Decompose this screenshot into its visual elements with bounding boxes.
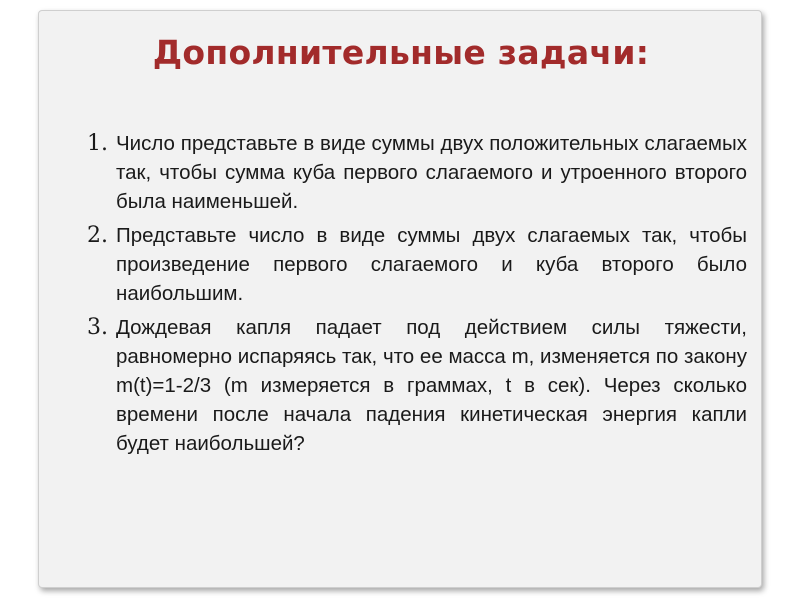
task-number: 1. (87, 131, 108, 156)
task-item-2 (87, 221, 747, 308)
slide-title: Дополнительные задачи: (152, 33, 650, 72)
task-text: Представьте число в виде суммы двух слагаемых так, чтобы произведение первого слагаемого и куба второго было наибольшим. (116, 224, 747, 305)
task-text: Число представьте в виде суммы двух положительных слагаемых так, чтобы сумма куба первого слагаемого и утроенного второго была наименьшей. (116, 132, 747, 213)
task-text: Дождевая капля падает под действием силы тяжести, равномерно испаряясь так, что ее масса m, изменяется по закону m(t)=1-2/3 (m измеряется в граммах, t в сек). Через сколько времени после начала падения кинетическая энергия капли будет наибольшей? (116, 316, 747, 455)
task-item-3 (87, 313, 747, 458)
task-item-1 (87, 129, 747, 216)
task-number: 2. (87, 223, 108, 248)
task-number: 3. (87, 315, 108, 340)
task-list (87, 129, 747, 463)
slide-frame (38, 10, 762, 588)
